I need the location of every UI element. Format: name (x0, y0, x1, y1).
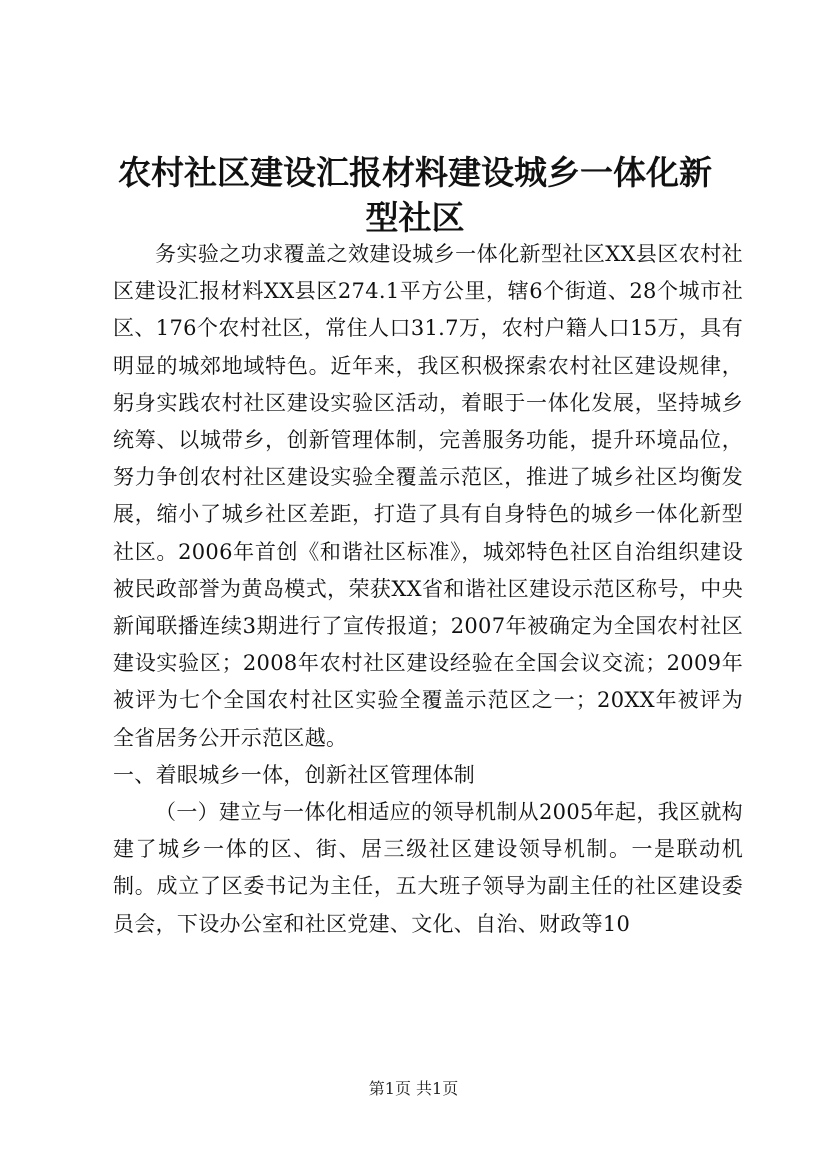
body-paragraph-1: 务实验之功求覆盖之效建设城乡一体化新型社区XX县区农村社区建设汇报材料XX县区274.1平方公里，辖6个街道、28个城市社区、176个农村社区，常住人口31.7万，农村户籍人口15万，具有明显的城郊地域特色。近年来，我区积极探索农村社区建设规律，躬身实践农村社区建设实验区活动，着眼于一体化发展，坚持城乡统筹、以城带乡，创新管理体制，完善服务功能，提升环境品位，努力争创农村社区建设实验全覆盖示范区，推进了城乡社区均衡发展，缩小了城乡社区差距，打造了具有自身特色的城乡一体化新型社区。2006年首创《和谐社区标准》，城郊特色社区自治组织建设被民政部誉为黄岛模式，荣获XX省和谐社区建设示范区称号，中央新闻联播连续3期进行了宣传报道；2007年被确定为全国农村社区建设实验区；2008年农村社区建设经验在全国会议交流；2009年被评为七个全国农村社区实验全覆盖示范区之一；20XX年被评为全省居务公开示范区越。 (113, 242, 743, 750)
section-heading-1: 一、着眼城乡一体，创新社区管理体制 (113, 762, 476, 787)
document-title: 农村社区建设汇报材料建设城乡一体化新型社区 (118, 153, 712, 237)
body-paragraph-2: （一）建立与一体化相适应的领导机制从2005年起，我区就构建了城乡一体的区、街、居三级社区建设领导机制。一是联动机制。成立了区委书记为主任，五大班子领导为副主任的社区建设委员会，下设办公室和社区党建、文化、自治、财政等10 (113, 800, 743, 936)
document-body (113, 236, 743, 943)
page-footer: 第1页 共1页 (368, 1079, 459, 1098)
